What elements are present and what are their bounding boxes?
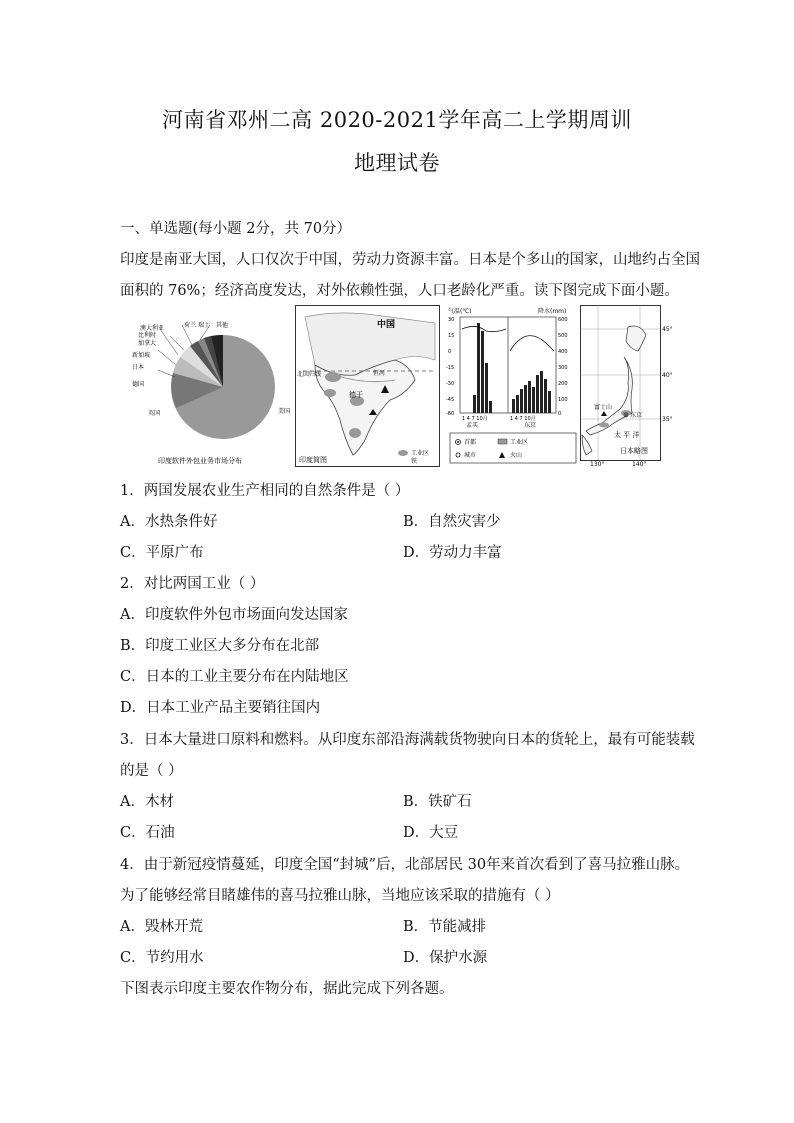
section-heading: 一、单选题(每小题 2分，共 70分）: [120, 221, 352, 237]
climate-temp-tick-30: 30: [448, 317, 455, 323]
india-map-river-label: 恒河: [373, 370, 386, 377]
intro-line-1: 印度是南亚大国，人口仅次于中国，劳动力资源丰富。日本是个多山的国家，山地约占全国: [120, 252, 700, 268]
japan-map-fuji-label: 富士山: [594, 404, 613, 411]
india-map-tropic-label: 北回归线: [297, 371, 322, 378]
document-subtitle: 地理试卷: [354, 151, 440, 175]
climate-temp-tick-0: 0: [448, 349, 452, 355]
q4-option-c: C．节约用水: [120, 950, 204, 966]
legend-industry: 工业区: [510, 439, 529, 446]
q3-option-c: C．石油: [120, 825, 175, 841]
q2-option-d: D．日本工业产品主要销往国内: [120, 700, 321, 716]
climate-city-left: 孟买: [466, 422, 479, 429]
pie-label-netherlands: 荷兰: [184, 322, 197, 329]
japan-map-lat-45: 45°: [662, 326, 673, 333]
question-1-stem: 1．两国发展农业生产相同的自然条件是（ ）: [120, 483, 410, 499]
q1-option-d: D．劳动力丰富: [403, 545, 502, 561]
japan-map-figure: [580, 305, 678, 467]
question-3-stem-line-2: 的是（ ）: [120, 763, 183, 779]
japan-map-lat-35: 35°: [662, 416, 673, 423]
climate-temp-tick-neg45: -45: [446, 397, 455, 403]
pie-chart-figure: [118, 305, 290, 467]
legend-city: 城市: [464, 452, 477, 459]
q2-option-a: A．印度软件外包市场面向发达国家: [120, 607, 348, 623]
climate-temp-tick-15: 15: [448, 333, 455, 339]
japan-map-tokyo-label: 东京: [630, 412, 643, 419]
climate-month-ticks-left: 1 4 7 10月: [462, 416, 488, 422]
q4-option-a: A．毁林开荒: [120, 919, 203, 935]
q4-option-b: B．节能减排: [403, 919, 487, 935]
pie-label-canada: 加拿大: [138, 340, 157, 347]
q1-option-c: C．平原广布: [120, 545, 204, 561]
climate-precip-tick-0: 0: [558, 411, 562, 417]
q4-option-d: D．保护水源: [403, 950, 488, 966]
document-title: 河南省邓州二高 2020-2021学年高二上学期周训: [162, 108, 632, 132]
climate-city-right: 东京: [524, 422, 537, 429]
india-map-legend-industry: 工业区: [411, 450, 430, 457]
japan-map-ocean-label: 太 平 洋: [614, 431, 640, 439]
q3-option-a: A．木材: [120, 794, 174, 810]
pie-label-uk: 英国: [148, 410, 161, 417]
intro-line-2: 面积的 76%；经济高度发达，对外依赖性强，人口老龄化严重。读下图完成下面小题。: [120, 283, 679, 299]
question-4-stem-line-2: 为了能够经常目睹雄伟的喜马拉雅山脉，当地应该采取的措施有（ ）: [120, 888, 560, 904]
climate-precip-tick-600: 600: [558, 317, 568, 323]
japan-map-lon-130: 130°: [590, 461, 605, 467]
q1-option-b: B．自然灾害少: [403, 514, 501, 530]
pie-label-belgium: 比利时: [138, 332, 157, 339]
q2-option-c: C．日本的工业主要分布在内陆地区: [120, 669, 349, 685]
climate-precip-tick-100: 100: [558, 397, 568, 403]
pie-label-japan: 日本: [132, 364, 145, 371]
legend-volcano: 火山: [510, 452, 523, 459]
japan-map-lon-140: 140°: [632, 461, 647, 467]
question-4-stem-line-1: 4．由于新冠疫情蔓延，印度全国“封城”后，北部居民 30年来首次看到了喜马拉雅山脉。: [120, 857, 690, 873]
q3-option-d: D．大豆: [403, 825, 459, 841]
japan-map-lat-40: 40°: [662, 372, 673, 379]
climate-precip-tick-300: 300: [558, 365, 568, 371]
india-map-figure: [295, 305, 440, 467]
q1-option-a: A．水热条件好: [120, 514, 218, 530]
climate-precip-axis-label: 降水(mm): [538, 308, 567, 315]
climate-temp-axis-label: 气温(℃): [448, 308, 472, 315]
climate-precip-tick-400: 400: [558, 349, 568, 355]
climate-temp-tick-neg30: -30: [446, 381, 455, 387]
question-3-stem-line-1: 3．日本大量进口原料和燃料。从印度东部沿海满载货物驶向日本的货轮上，最有可能装载: [120, 732, 695, 748]
pie-label-singapore: 新加坡: [132, 352, 151, 359]
india-map-china-label: 中国: [377, 320, 396, 330]
india-map-plateau-label: 德干: [349, 391, 363, 399]
legend-capital: 首都: [464, 439, 477, 446]
pie-label-other: 其他: [216, 322, 229, 329]
q2-option-b: B．印度工业区大多分布在北部: [120, 638, 320, 654]
climate-temp-tick-neg15: -15: [446, 365, 455, 371]
pie-label-australia: 澳大利亚: [140, 325, 165, 332]
climate-month-ticks-right: 1 4 7 10月: [510, 416, 536, 422]
pie-label-switzerland: 瑞士: [198, 322, 211, 329]
japan-map-title: 日本略图: [620, 447, 648, 455]
climate-temp-tick-neg60: -60: [446, 411, 455, 417]
pie-label-germany: 德国: [132, 381, 145, 388]
closing-instruction: 下图表示印度主要农作物分布，据此完成下列各题。: [120, 981, 454, 997]
india-map-legend-iron: 铁: [411, 458, 418, 465]
climate-precip-tick-500: 500: [558, 333, 568, 339]
climate-precip-tick-200: 200: [558, 381, 568, 387]
q3-option-b: B．铁矿石: [403, 794, 472, 810]
pie-caption: 印度软件外包业务市场分布: [158, 457, 242, 465]
pie-label-usa: 美国: [278, 408, 290, 415]
climate-chart-figure: [446, 305, 580, 467]
india-map-title: 印度简图: [299, 456, 327, 464]
question-2-stem: 2．对比两国工业（ ）: [120, 576, 265, 592]
